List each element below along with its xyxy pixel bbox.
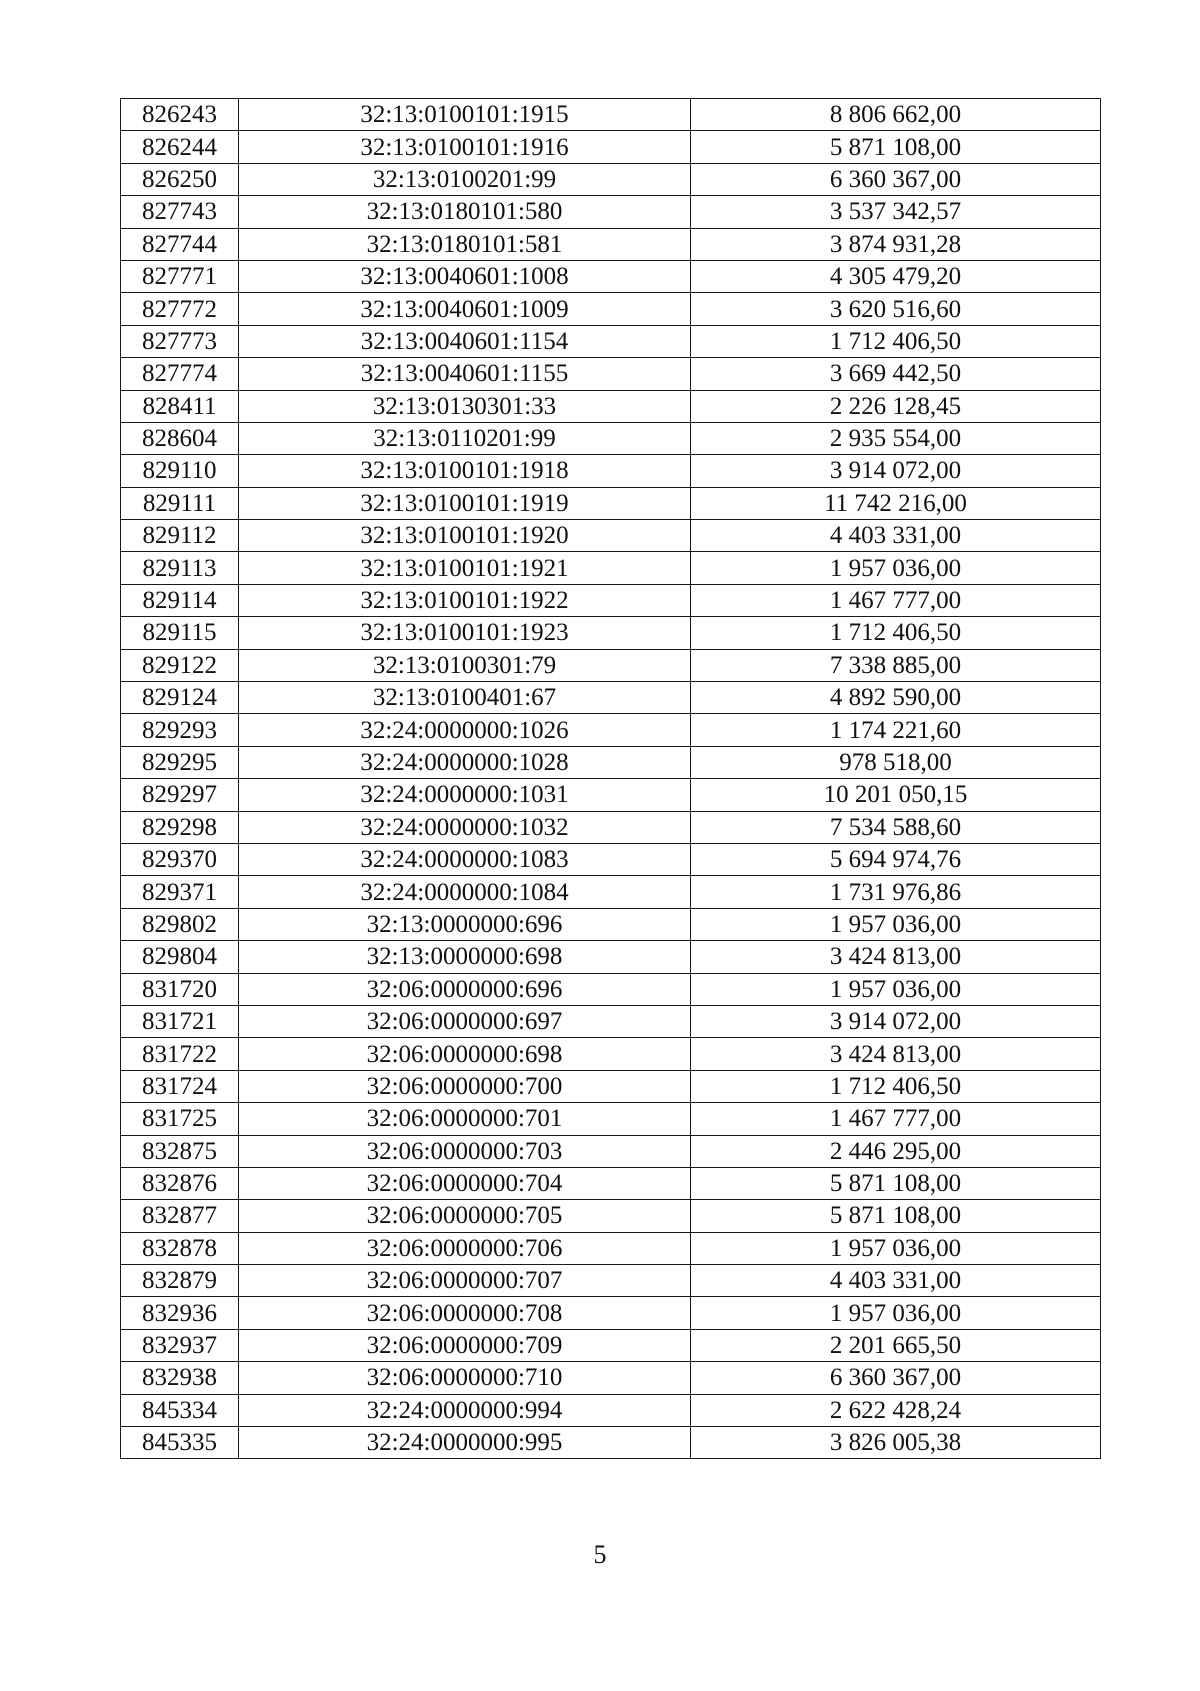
table-row	[121, 1362, 1101, 1394]
cadastral-number-cell: 32:13:0000000:698	[239, 941, 691, 973]
record-id-cell: 827773	[121, 325, 239, 357]
record-id-cell: 829298	[121, 811, 239, 843]
value-cell: 1 712 406,50	[691, 325, 1101, 357]
table-row	[121, 552, 1101, 584]
table-row	[121, 131, 1101, 163]
cadastral-number-cell: 32:13:0100101:1918	[239, 455, 691, 487]
value-cell: 1 957 036,00	[691, 908, 1101, 940]
table-row	[121, 228, 1101, 260]
value-cell: 4 403 331,00	[691, 520, 1101, 552]
cadastral-number-cell: 32:06:0000000:698	[239, 1038, 691, 1070]
cadastral-number-cell: 32:24:0000000:1031	[239, 779, 691, 811]
table-row	[121, 358, 1101, 390]
registry-table	[120, 98, 1101, 1459]
cadastral-number-cell: 32:06:0000000:700	[239, 1070, 691, 1102]
table-row	[121, 1265, 1101, 1297]
value-cell: 3 914 072,00	[691, 455, 1101, 487]
table-row	[121, 260, 1101, 292]
cadastral-number-cell: 32:13:0180101:581	[239, 228, 691, 260]
cadastral-number-cell: 32:24:0000000:1032	[239, 811, 691, 843]
value-cell: 8 806 662,00	[691, 99, 1101, 131]
record-id-cell: 827743	[121, 196, 239, 228]
value-cell: 1 731 976,86	[691, 876, 1101, 908]
table-row	[121, 584, 1101, 616]
value-cell: 5 694 974,76	[691, 843, 1101, 875]
table-row	[121, 1005, 1101, 1037]
value-cell: 4 892 590,00	[691, 682, 1101, 714]
table-row	[121, 293, 1101, 325]
cadastral-number-cell: 32:06:0000000:696	[239, 973, 691, 1005]
record-id-cell: 827744	[121, 228, 239, 260]
record-id-cell: 829114	[121, 584, 239, 616]
table-row	[121, 422, 1101, 454]
value-cell: 1 957 036,00	[691, 1232, 1101, 1264]
cadastral-number-cell: 32:13:0130301:33	[239, 390, 691, 422]
cadastral-number-cell: 32:13:0100101:1923	[239, 617, 691, 649]
record-id-cell: 829113	[121, 552, 239, 584]
value-cell: 3 669 442,50	[691, 358, 1101, 390]
value-cell: 1 957 036,00	[691, 552, 1101, 584]
cadastral-number-cell: 32:13:0040601:1154	[239, 325, 691, 357]
record-id-cell: 832879	[121, 1265, 239, 1297]
record-id-cell: 829112	[121, 520, 239, 552]
record-id-cell: 831721	[121, 1005, 239, 1037]
cadastral-number-cell: 32:13:0100301:79	[239, 649, 691, 681]
value-cell: 7 338 885,00	[691, 649, 1101, 681]
value-cell: 3 537 342,57	[691, 196, 1101, 228]
record-id-cell: 829293	[121, 714, 239, 746]
value-cell: 10 201 050,15	[691, 779, 1101, 811]
record-id-cell: 829122	[121, 649, 239, 681]
cadastral-number-cell: 32:13:0180101:580	[239, 196, 691, 228]
cadastral-number-cell: 32:13:0000000:696	[239, 908, 691, 940]
cadastral-number-cell: 32:24:0000000:1028	[239, 746, 691, 778]
table-row	[121, 1329, 1101, 1361]
record-id-cell: 845334	[121, 1394, 239, 1426]
value-cell: 1 712 406,50	[691, 617, 1101, 649]
record-id-cell: 832938	[121, 1362, 239, 1394]
cadastral-number-cell: 32:24:0000000:994	[239, 1394, 691, 1426]
cadastral-number-cell: 32:13:0040601:1008	[239, 260, 691, 292]
value-cell: 5 871 108,00	[691, 1200, 1101, 1232]
value-cell: 1 957 036,00	[691, 1297, 1101, 1329]
table-row	[121, 1232, 1101, 1264]
record-id-cell: 829804	[121, 941, 239, 973]
record-id-cell: 828411	[121, 390, 239, 422]
cadastral-number-cell: 32:06:0000000:705	[239, 1200, 691, 1232]
record-id-cell: 826244	[121, 131, 239, 163]
record-id-cell: 829115	[121, 617, 239, 649]
cadastral-number-cell: 32:06:0000000:697	[239, 1005, 691, 1037]
record-id-cell: 832875	[121, 1135, 239, 1167]
table-row	[121, 1200, 1101, 1232]
cadastral-number-cell: 32:13:0100101:1915	[239, 99, 691, 131]
value-cell: 3 826 005,38	[691, 1427, 1101, 1459]
record-id-cell: 829371	[121, 876, 239, 908]
page-number: 5	[593, 1540, 607, 1569]
value-cell: 4 305 479,20	[691, 260, 1101, 292]
value-cell: 3 874 931,28	[691, 228, 1101, 260]
table-row	[121, 973, 1101, 1005]
record-id-cell: 832878	[121, 1232, 239, 1264]
table-row	[121, 163, 1101, 195]
table-row	[121, 843, 1101, 875]
table-row	[121, 1070, 1101, 1102]
value-cell: 1 467 777,00	[691, 1103, 1101, 1135]
value-cell: 3 620 516,60	[691, 293, 1101, 325]
record-id-cell: 832877	[121, 1200, 239, 1232]
cadastral-number-cell: 32:06:0000000:707	[239, 1265, 691, 1297]
registry-table-body	[121, 99, 1101, 1459]
record-id-cell: 828604	[121, 422, 239, 454]
cadastral-number-cell: 32:06:0000000:701	[239, 1103, 691, 1135]
record-id-cell: 845335	[121, 1427, 239, 1459]
table-row	[121, 682, 1101, 714]
value-cell: 11 742 216,00	[691, 487, 1101, 519]
table-row	[121, 1038, 1101, 1070]
record-id-cell: 829297	[121, 779, 239, 811]
value-cell: 1 957 036,00	[691, 973, 1101, 1005]
cadastral-number-cell: 32:06:0000000:709	[239, 1329, 691, 1361]
record-id-cell: 829124	[121, 682, 239, 714]
value-cell: 3 914 072,00	[691, 1005, 1101, 1037]
cadastral-number-cell: 32:06:0000000:704	[239, 1167, 691, 1199]
record-id-cell: 827771	[121, 260, 239, 292]
value-cell: 2 201 665,50	[691, 1329, 1101, 1361]
value-cell: 6 360 367,00	[691, 1362, 1101, 1394]
value-cell: 1 174 221,60	[691, 714, 1101, 746]
value-cell: 5 871 108,00	[691, 1167, 1101, 1199]
value-cell: 4 403 331,00	[691, 1265, 1101, 1297]
cadastral-number-cell: 32:13:0110201:99	[239, 422, 691, 454]
value-cell: 2 622 428,24	[691, 1394, 1101, 1426]
table-row	[121, 325, 1101, 357]
table-row	[121, 941, 1101, 973]
cadastral-number-cell: 32:13:0100101:1922	[239, 584, 691, 616]
cadastral-number-cell: 32:13:0100101:1921	[239, 552, 691, 584]
record-id-cell: 827772	[121, 293, 239, 325]
table-row	[121, 779, 1101, 811]
value-cell: 3 424 813,00	[691, 941, 1101, 973]
record-id-cell: 832937	[121, 1329, 239, 1361]
value-cell: 1 712 406,50	[691, 1070, 1101, 1102]
table-row	[121, 714, 1101, 746]
table-row	[121, 908, 1101, 940]
value-cell: 978 518,00	[691, 746, 1101, 778]
cadastral-number-cell: 32:13:0040601:1009	[239, 293, 691, 325]
value-cell: 2 935 554,00	[691, 422, 1101, 454]
cadastral-number-cell: 32:24:0000000:1026	[239, 714, 691, 746]
table-row	[121, 390, 1101, 422]
value-cell: 2 446 295,00	[691, 1135, 1101, 1167]
cadastral-number-cell: 32:13:0100101:1916	[239, 131, 691, 163]
record-id-cell: 826250	[121, 163, 239, 195]
table-row	[121, 1167, 1101, 1199]
record-id-cell: 831722	[121, 1038, 239, 1070]
record-id-cell: 832936	[121, 1297, 239, 1329]
table-row	[121, 876, 1101, 908]
value-cell: 3 424 813,00	[691, 1038, 1101, 1070]
record-id-cell: 829111	[121, 487, 239, 519]
record-id-cell: 832876	[121, 1167, 239, 1199]
value-cell: 1 467 777,00	[691, 584, 1101, 616]
record-id-cell: 831720	[121, 973, 239, 1005]
record-id-cell: 829295	[121, 746, 239, 778]
table-row	[121, 1427, 1101, 1459]
record-id-cell: 827774	[121, 358, 239, 390]
record-id-cell: 829802	[121, 908, 239, 940]
table-row	[121, 455, 1101, 487]
cadastral-number-cell: 32:13:0100101:1919	[239, 487, 691, 519]
cadastral-number-cell: 32:06:0000000:708	[239, 1297, 691, 1329]
cadastral-number-cell: 32:13:0100101:1920	[239, 520, 691, 552]
cadastral-number-cell: 32:06:0000000:703	[239, 1135, 691, 1167]
cadastral-number-cell: 32:24:0000000:995	[239, 1427, 691, 1459]
cadastral-number-cell: 32:06:0000000:710	[239, 1362, 691, 1394]
table-row	[121, 1297, 1101, 1329]
table-row	[121, 746, 1101, 778]
value-cell: 7 534 588,60	[691, 811, 1101, 843]
value-cell: 2 226 128,45	[691, 390, 1101, 422]
table-row	[121, 617, 1101, 649]
record-id-cell: 826243	[121, 99, 239, 131]
table-row	[121, 520, 1101, 552]
value-cell: 5 871 108,00	[691, 131, 1101, 163]
cadastral-number-cell: 32:06:0000000:706	[239, 1232, 691, 1264]
table-row	[121, 99, 1101, 131]
cadastral-number-cell: 32:13:0100201:99	[239, 163, 691, 195]
value-cell: 6 360 367,00	[691, 163, 1101, 195]
cadastral-number-cell: 32:24:0000000:1083	[239, 843, 691, 875]
record-id-cell: 829110	[121, 455, 239, 487]
record-id-cell: 829370	[121, 843, 239, 875]
table-row	[121, 1103, 1101, 1135]
cadastral-number-cell: 32:13:0100401:67	[239, 682, 691, 714]
table-row	[121, 649, 1101, 681]
record-id-cell: 831724	[121, 1070, 239, 1102]
table-row	[121, 1135, 1101, 1167]
table-row	[121, 487, 1101, 519]
table-row	[121, 196, 1101, 228]
cadastral-number-cell: 32:13:0040601:1155	[239, 358, 691, 390]
table-row	[121, 1394, 1101, 1426]
record-id-cell: 831725	[121, 1103, 239, 1135]
cadastral-number-cell: 32:24:0000000:1084	[239, 876, 691, 908]
table-row	[121, 811, 1101, 843]
